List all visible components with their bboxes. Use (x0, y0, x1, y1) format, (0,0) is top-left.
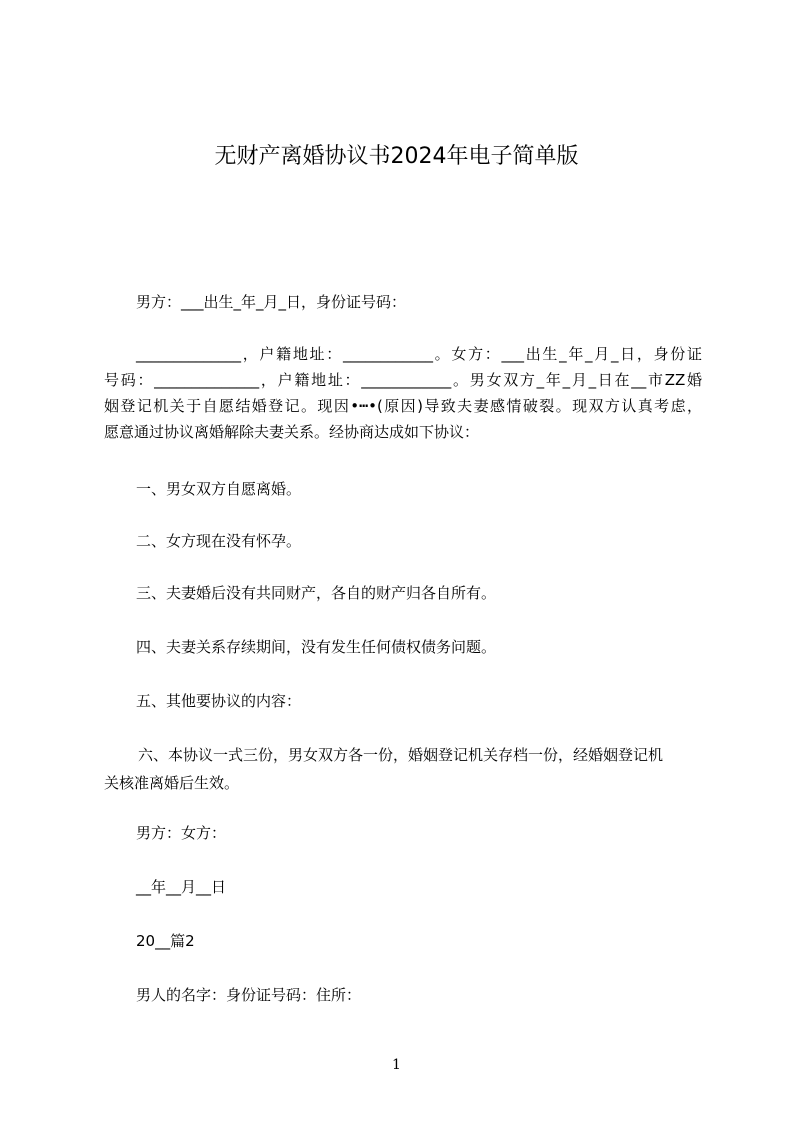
clause-2: 二、女方现在没有怀孕。 (136, 532, 302, 550)
signature-line: 男方：女方： (136, 824, 227, 842)
parties-line-3: 姻登记机关于自愿结婚登记。现因•┅•(原因)导致夫妻感情破裂。现双方认真考虑， (104, 397, 702, 415)
clause-6 (104, 741, 702, 797)
parties-line-2: 号码：______________，户籍地址：____________。男女双方_年_月_日在__市ZZ婚 (104, 371, 702, 389)
clause-3: 三、夫妻婚后没有共同财产，各自的财产归各自所有。 (136, 584, 497, 602)
clause-6-line-1: 六、本协议一式三份，男女双方各一份，婚姻登记机关存档一份，经婚姻登记机 (138, 746, 664, 764)
clause-4: 四、夫妻关系存续期间，没有发生任何债权债务问题。 (136, 638, 497, 656)
document-title: 无财产离婚协议书2024年电子简单版 (214, 144, 579, 169)
page-number: 1 (392, 1057, 401, 1073)
intro-line: 男方：___出生_年_月_日，身份证号码： (136, 293, 407, 311)
clause-6-line-2: 关核准离婚后生效。 (104, 774, 240, 792)
clause-5: 五、其他要协议的内容： (136, 692, 302, 710)
clause-1: 一、男女双方自愿离婚。 (136, 480, 302, 498)
parties-line-4: 愿意通过协议离婚解除夫妻关系。经协商达成如下协议： (104, 423, 480, 441)
parties-paragraph (104, 341, 702, 445)
section-heading: 20__篇2 (136, 932, 195, 950)
date-line: __年__月__日 (136, 878, 227, 896)
next-party-line: 男人的名字：身份证号码：住所： (136, 986, 362, 1004)
parties-line-1: ______________，户籍地址：____________。女方：___出生_年_月_日，身份证 (136, 345, 702, 363)
